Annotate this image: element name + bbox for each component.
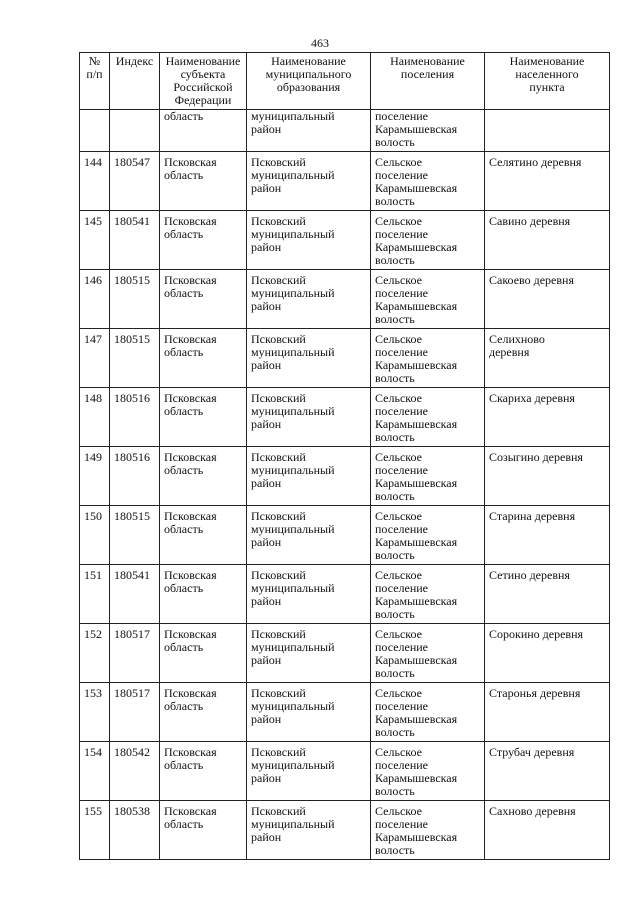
cell-index (110, 565, 160, 624)
header-num-label: № п/п (86, 54, 103, 81)
cell-municipality (247, 110, 371, 152)
cell-settlement (371, 388, 485, 447)
cell-subject-text: область (164, 109, 204, 123)
cell-subject (160, 270, 247, 329)
cell-subject (160, 447, 247, 506)
cell-num (80, 388, 110, 447)
cell-index (110, 329, 160, 388)
cell-place-text: Струбач деревня (489, 745, 575, 759)
cell-num (80, 506, 110, 565)
cell-subject-text: Псковская область (164, 450, 217, 477)
cell-index-text: 180538 (114, 804, 150, 818)
cell-place (485, 110, 610, 152)
cell-place-text: Савино деревня (489, 214, 571, 228)
cell-municipality (247, 624, 371, 683)
cell-subject-text: Псковская область (164, 214, 217, 241)
cell-place (485, 506, 610, 565)
cell-subject (160, 742, 247, 801)
cell-subject (160, 565, 247, 624)
table-row (80, 565, 610, 624)
cell-num-text: 149 (84, 450, 102, 464)
cell-settlement (371, 506, 485, 565)
cell-subject (160, 506, 247, 565)
cell-place (485, 683, 610, 742)
cell-place (485, 270, 610, 329)
cell-settlement-text: Сельское поселение Карамышевская волость (375, 155, 458, 208)
table-row (80, 624, 610, 683)
cell-index (110, 447, 160, 506)
cell-place-text: Селихново деревня (489, 332, 545, 359)
cell-settlement-text: Сельское поселение Карамышевская волость (375, 686, 458, 739)
cell-num-text: 152 (84, 627, 102, 641)
table-row (80, 270, 610, 329)
cell-municipality-text: Псковский муниципальный район (251, 804, 335, 844)
cell-place (485, 447, 610, 506)
cell-municipality-text: Псковский муниципальный район (251, 627, 335, 667)
cell-settlement-text: Сельское поселение Карамышевская волость (375, 568, 458, 621)
cell-index (110, 211, 160, 270)
cell-settlement (371, 270, 485, 329)
cell-settlement-text: Сельское поселение Карамышевская волость (375, 509, 458, 562)
cell-index-text: 180547 (114, 155, 150, 169)
cell-municipality (247, 801, 371, 860)
table-row (80, 683, 610, 742)
cell-municipality (247, 683, 371, 742)
cell-place (485, 152, 610, 211)
table-row (80, 506, 610, 565)
cell-subject-text: Псковская область (164, 627, 217, 654)
header-subject (160, 53, 247, 110)
cell-num-text: 155 (84, 804, 102, 818)
cell-settlement-text: Сельское поселение Карамышевская волость (375, 745, 458, 798)
header-municipality-label: Наименование муниципального образования (265, 54, 352, 94)
cell-settlement-text: Сельское поселение Карамышевская волость (375, 332, 458, 385)
cell-place (485, 211, 610, 270)
cell-index-text: 180515 (114, 332, 150, 346)
cell-municipality-text: Псковский муниципальный район (251, 273, 335, 313)
header-num (80, 53, 110, 110)
cell-settlement-text: Сельское поселение Карамышевская волость (375, 450, 458, 503)
cell-subject-text: Псковская область (164, 804, 217, 831)
cell-municipality-text: Псковский муниципальный район (251, 450, 335, 490)
cell-subject (160, 624, 247, 683)
cell-num-text: 147 (84, 332, 102, 346)
cell-num (80, 110, 110, 152)
cell-place-text: Старонья деревня (489, 686, 581, 700)
cell-municipality (247, 506, 371, 565)
cell-municipality (247, 211, 371, 270)
settlements-table (79, 52, 610, 860)
cell-municipality-text: Псковский муниципальный район (251, 745, 335, 785)
cell-municipality (247, 329, 371, 388)
cell-num-text: 144 (84, 155, 102, 169)
cell-place (485, 388, 610, 447)
cell-settlement (371, 447, 485, 506)
cell-municipality (247, 565, 371, 624)
cell-subject-text: Псковская область (164, 273, 217, 300)
header-municipality (247, 53, 371, 110)
cell-num-text: 146 (84, 273, 102, 287)
table-row (80, 152, 610, 211)
cell-num-text: 150 (84, 509, 102, 523)
cell-num-text: 153 (84, 686, 102, 700)
cell-index-text: 180542 (114, 745, 150, 759)
cell-subject-text: Псковская область (164, 509, 217, 536)
cell-subject (160, 211, 247, 270)
cell-settlement-text: Сельское поселение Карамышевская волость (375, 804, 458, 857)
cell-settlement (371, 801, 485, 860)
cell-settlement-text: Сельское поселение Карамышевская волость (375, 214, 458, 267)
cell-place (485, 565, 610, 624)
cell-subject (160, 329, 247, 388)
cell-index-text: 180516 (114, 450, 150, 464)
cell-num (80, 565, 110, 624)
cell-place (485, 624, 610, 683)
cell-num-text: 151 (84, 568, 102, 582)
cell-settlement (371, 683, 485, 742)
cell-municipality-text: Псковский муниципальный район (251, 568, 335, 608)
table-row (80, 742, 610, 801)
header-place (485, 53, 610, 110)
table-row (80, 447, 610, 506)
cell-settlement (371, 329, 485, 388)
cell-subject-text: Псковская область (164, 332, 217, 359)
cell-place-text: Селятино деревня (489, 155, 582, 169)
header-index (110, 53, 160, 110)
cell-subject-text: Псковская область (164, 686, 217, 713)
header-subject-label: Наименование субъекта Российской Федерации (165, 54, 241, 107)
cell-subject (160, 110, 247, 152)
cell-municipality-text: муниципальный район (251, 109, 335, 136)
cell-settlement (371, 211, 485, 270)
cell-municipality-text: Псковский муниципальный район (251, 214, 335, 254)
cell-index-text: 180517 (114, 627, 150, 641)
continuation-row (80, 110, 610, 152)
cell-place-text: Созыгино деревня (489, 450, 583, 464)
cell-index (110, 270, 160, 329)
cell-place-text: Сетино деревня (489, 568, 570, 582)
cell-index (110, 388, 160, 447)
cell-index-text: 180541 (114, 214, 150, 228)
cell-subject-text: Псковская область (164, 745, 217, 772)
cell-place-text: Старина деревня (489, 509, 576, 523)
cell-place (485, 742, 610, 801)
cell-settlement-text: поселение Карамышевская волость (375, 109, 458, 149)
cell-settlement-text: Сельское поселение Карамышевская волость (375, 391, 458, 444)
cell-index (110, 683, 160, 742)
table-row (80, 801, 610, 860)
cell-num (80, 152, 110, 211)
cell-index-text: 180517 (114, 686, 150, 700)
cell-num-text: 154 (84, 745, 102, 759)
cell-settlement (371, 624, 485, 683)
cell-municipality-text: Псковский муниципальный район (251, 391, 335, 431)
table-row (80, 329, 610, 388)
cell-municipality (247, 152, 371, 211)
cell-municipality (247, 447, 371, 506)
cell-municipality (247, 388, 371, 447)
cell-index-text: 180516 (114, 391, 150, 405)
header-settlement-label: Наименование поселения (390, 54, 465, 81)
cell-index (110, 506, 160, 565)
cell-index (110, 624, 160, 683)
cell-municipality-text: Псковский муниципальный район (251, 155, 335, 195)
cell-municipality-text: Псковский муниципальный район (251, 686, 335, 726)
cell-num (80, 683, 110, 742)
cell-settlement (371, 152, 485, 211)
cell-place-text: Сорокино деревня (489, 627, 584, 641)
cell-num (80, 329, 110, 388)
cell-index (110, 110, 160, 152)
cell-subject (160, 801, 247, 860)
cell-place-text: Сахново деревня (489, 804, 576, 818)
cell-settlement-text: Сельское поселение Карамышевская волость (375, 273, 458, 326)
cell-num-text: 145 (84, 214, 102, 228)
cell-settlement (371, 742, 485, 801)
cell-place (485, 329, 610, 388)
table-header-row (80, 53, 610, 110)
cell-municipality-text: Псковский муниципальный район (251, 509, 335, 549)
table-row (80, 388, 610, 447)
cell-index (110, 801, 160, 860)
cell-municipality (247, 742, 371, 801)
cell-settlement-text: Сельское поселение Карамышевская волость (375, 627, 458, 680)
cell-num (80, 801, 110, 860)
cell-place (485, 801, 610, 860)
cell-municipality (247, 270, 371, 329)
cell-index (110, 742, 160, 801)
cell-num (80, 742, 110, 801)
cell-index (110, 152, 160, 211)
cell-num-text: 148 (84, 391, 102, 405)
table-row (80, 211, 610, 270)
cell-settlement (371, 565, 485, 624)
header-index-label: Индекс (115, 54, 154, 68)
cell-subject (160, 152, 247, 211)
cell-index-text: 180541 (114, 568, 150, 582)
cell-subject-text: Псковская область (164, 391, 217, 418)
cell-subject (160, 683, 247, 742)
cell-subject-text: Псковская область (164, 155, 217, 182)
cell-num (80, 447, 110, 506)
cell-settlement (371, 110, 485, 152)
cell-place-text: Сакоево деревня (489, 273, 574, 287)
cell-num (80, 624, 110, 683)
cell-index-text: 180515 (114, 509, 150, 523)
cell-subject (160, 388, 247, 447)
cell-place-text: Скариха деревня (489, 391, 575, 405)
cell-subject-text: Псковская область (164, 568, 217, 595)
cell-municipality-text: Псковский муниципальный район (251, 332, 335, 372)
header-settlement (371, 53, 485, 110)
cell-num (80, 270, 110, 329)
cell-index-text: 180515 (114, 273, 150, 287)
header-place-label: Наименование населенного пункта (509, 54, 585, 94)
page-number: 463 (311, 36, 329, 50)
cell-num (80, 211, 110, 270)
